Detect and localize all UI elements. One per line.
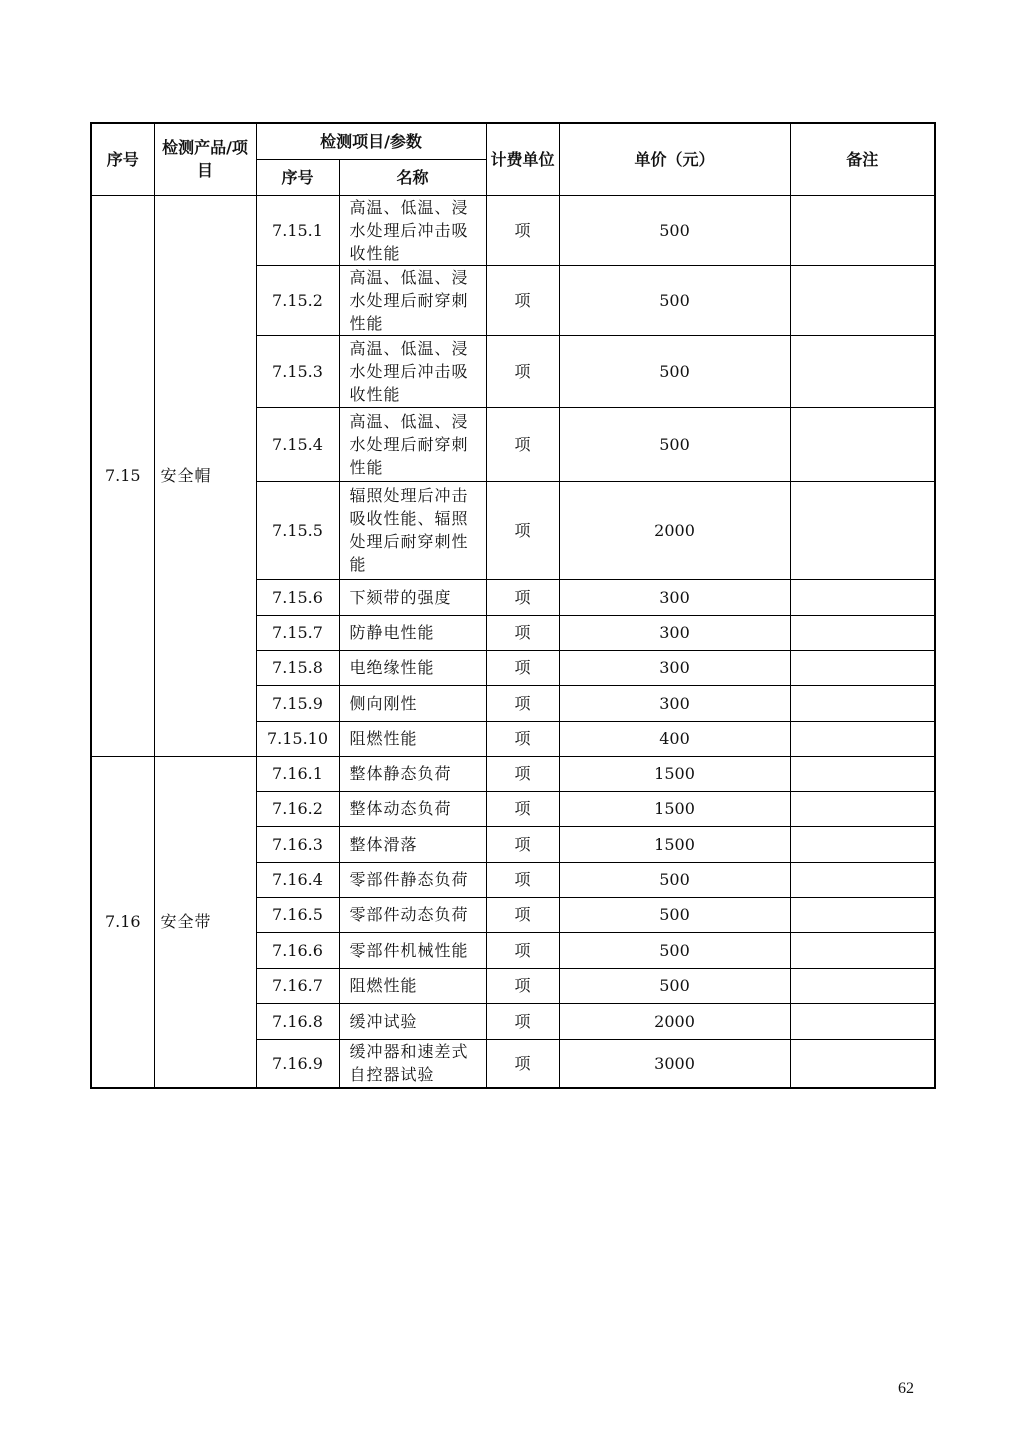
header-seq: 序号 bbox=[91, 123, 154, 195]
item-price: 1500 bbox=[559, 791, 790, 826]
item-no: 7.15.10 bbox=[256, 721, 339, 756]
item-name: 辐照处理后冲击吸收性能、辐照处理后耐穿刺性能 bbox=[339, 481, 486, 579]
item-remark bbox=[790, 897, 935, 932]
header-remark: 备注 bbox=[790, 123, 935, 195]
price-table bbox=[90, 122, 936, 1089]
item-no: 7.15.2 bbox=[256, 265, 339, 335]
item-remark bbox=[790, 579, 935, 615]
item-price: 500 bbox=[559, 968, 790, 1003]
item-price: 500 bbox=[559, 265, 790, 335]
item-price: 1500 bbox=[559, 756, 790, 791]
item-no: 7.15.1 bbox=[256, 195, 339, 265]
item-unit: 项 bbox=[486, 791, 559, 826]
item-name: 电绝缘性能 bbox=[339, 650, 486, 685]
header-price: 单价（元） bbox=[559, 123, 790, 195]
item-name: 缓冲器和速差式自控器试验 bbox=[339, 1039, 486, 1088]
item-remark bbox=[790, 265, 935, 335]
item-price: 400 bbox=[559, 721, 790, 756]
item-unit: 项 bbox=[486, 481, 559, 579]
item-name: 下颏带的强度 bbox=[339, 579, 486, 615]
group-seq: 7.16 bbox=[91, 756, 154, 1088]
item-price: 1500 bbox=[559, 826, 790, 862]
item-remark bbox=[790, 685, 935, 721]
item-name: 高温、低温、浸水处理后耐穿刺性能 bbox=[339, 265, 486, 335]
item-price: 500 bbox=[559, 932, 790, 968]
header-item-group: 检测项目/参数 bbox=[256, 123, 486, 159]
item-no: 7.15.8 bbox=[256, 650, 339, 685]
item-name: 整体滑落 bbox=[339, 826, 486, 862]
header-unit: 计费单位 bbox=[486, 123, 559, 195]
item-remark bbox=[790, 195, 935, 265]
item-price: 500 bbox=[559, 195, 790, 265]
item-unit: 项 bbox=[486, 1003, 559, 1039]
item-price: 500 bbox=[559, 862, 790, 897]
item-unit: 项 bbox=[486, 650, 559, 685]
item-no: 7.15.6 bbox=[256, 579, 339, 615]
header-sub-name: 名称 bbox=[339, 159, 486, 195]
item-price: 300 bbox=[559, 685, 790, 721]
item-no: 7.16.2 bbox=[256, 791, 339, 826]
item-no: 7.15.9 bbox=[256, 685, 339, 721]
item-name: 整体静态负荷 bbox=[339, 756, 486, 791]
item-no: 7.15.7 bbox=[256, 615, 339, 650]
item-remark bbox=[790, 721, 935, 756]
item-price: 500 bbox=[559, 897, 790, 932]
item-unit: 项 bbox=[486, 862, 559, 897]
item-remark bbox=[790, 481, 935, 579]
item-no: 7.15.3 bbox=[256, 335, 339, 407]
item-unit: 项 bbox=[486, 756, 559, 791]
item-unit: 项 bbox=[486, 932, 559, 968]
item-name: 阻燃性能 bbox=[339, 721, 486, 756]
item-remark bbox=[790, 615, 935, 650]
item-name: 零部件动态负荷 bbox=[339, 897, 486, 932]
item-remark bbox=[790, 756, 935, 791]
item-no: 7.16.9 bbox=[256, 1039, 339, 1088]
group-product: 安全帽 bbox=[154, 195, 256, 756]
item-name: 缓冲试验 bbox=[339, 1003, 486, 1039]
item-name: 高温、低温、浸水处理后耐穿刺性能 bbox=[339, 407, 486, 481]
item-price: 2000 bbox=[559, 481, 790, 579]
item-price: 2000 bbox=[559, 1003, 790, 1039]
item-no: 7.16.5 bbox=[256, 897, 339, 932]
item-remark bbox=[790, 932, 935, 968]
table-body bbox=[91, 195, 935, 1088]
item-name: 阻燃性能 bbox=[339, 968, 486, 1003]
item-price: 300 bbox=[559, 650, 790, 685]
page-number: 62 bbox=[898, 1380, 914, 1397]
item-remark bbox=[790, 1039, 935, 1088]
item-unit: 项 bbox=[486, 579, 559, 615]
item-unit: 项 bbox=[486, 721, 559, 756]
item-unit: 项 bbox=[486, 968, 559, 1003]
item-unit: 项 bbox=[486, 897, 559, 932]
item-no: 7.15.5 bbox=[256, 481, 339, 579]
item-name: 高温、低温、浸水处理后冲击吸收性能 bbox=[339, 335, 486, 407]
item-no: 7.16.8 bbox=[256, 1003, 339, 1039]
item-price: 500 bbox=[559, 407, 790, 481]
item-remark bbox=[790, 650, 935, 685]
item-unit: 项 bbox=[486, 265, 559, 335]
item-remark bbox=[790, 1003, 935, 1039]
table-row bbox=[91, 195, 935, 265]
group-product: 安全带 bbox=[154, 756, 256, 1088]
item-price: 300 bbox=[559, 615, 790, 650]
item-remark bbox=[790, 791, 935, 826]
item-remark bbox=[790, 862, 935, 897]
item-no: 7.16.4 bbox=[256, 862, 339, 897]
item-unit: 项 bbox=[486, 195, 559, 265]
item-name: 整体动态负荷 bbox=[339, 791, 486, 826]
group-seq: 7.15 bbox=[91, 195, 154, 756]
item-price: 500 bbox=[559, 335, 790, 407]
item-name: 高温、低温、浸水处理后冲击吸收性能 bbox=[339, 195, 486, 265]
item-no: 7.16.3 bbox=[256, 826, 339, 862]
header-product: 检测产品/项目 bbox=[154, 123, 256, 195]
item-unit: 项 bbox=[486, 1039, 559, 1088]
item-unit: 项 bbox=[486, 335, 559, 407]
item-unit: 项 bbox=[486, 826, 559, 862]
item-name: 零部件静态负荷 bbox=[339, 862, 486, 897]
item-unit: 项 bbox=[486, 685, 559, 721]
item-price: 3000 bbox=[559, 1039, 790, 1088]
item-no: 7.16.6 bbox=[256, 932, 339, 968]
item-unit: 项 bbox=[486, 407, 559, 481]
item-unit: 项 bbox=[486, 615, 559, 650]
item-name: 零部件机械性能 bbox=[339, 932, 486, 968]
header-sub-seq: 序号 bbox=[256, 159, 339, 195]
item-name: 侧向刚性 bbox=[339, 685, 486, 721]
item-no: 7.15.4 bbox=[256, 407, 339, 481]
item-remark bbox=[790, 968, 935, 1003]
item-remark bbox=[790, 407, 935, 481]
item-name: 防静电性能 bbox=[339, 615, 486, 650]
table-row bbox=[91, 756, 935, 791]
item-no: 7.16.1 bbox=[256, 756, 339, 791]
item-remark bbox=[790, 335, 935, 407]
item-remark bbox=[790, 826, 935, 862]
item-price: 300 bbox=[559, 579, 790, 615]
item-no: 7.16.7 bbox=[256, 968, 339, 1003]
